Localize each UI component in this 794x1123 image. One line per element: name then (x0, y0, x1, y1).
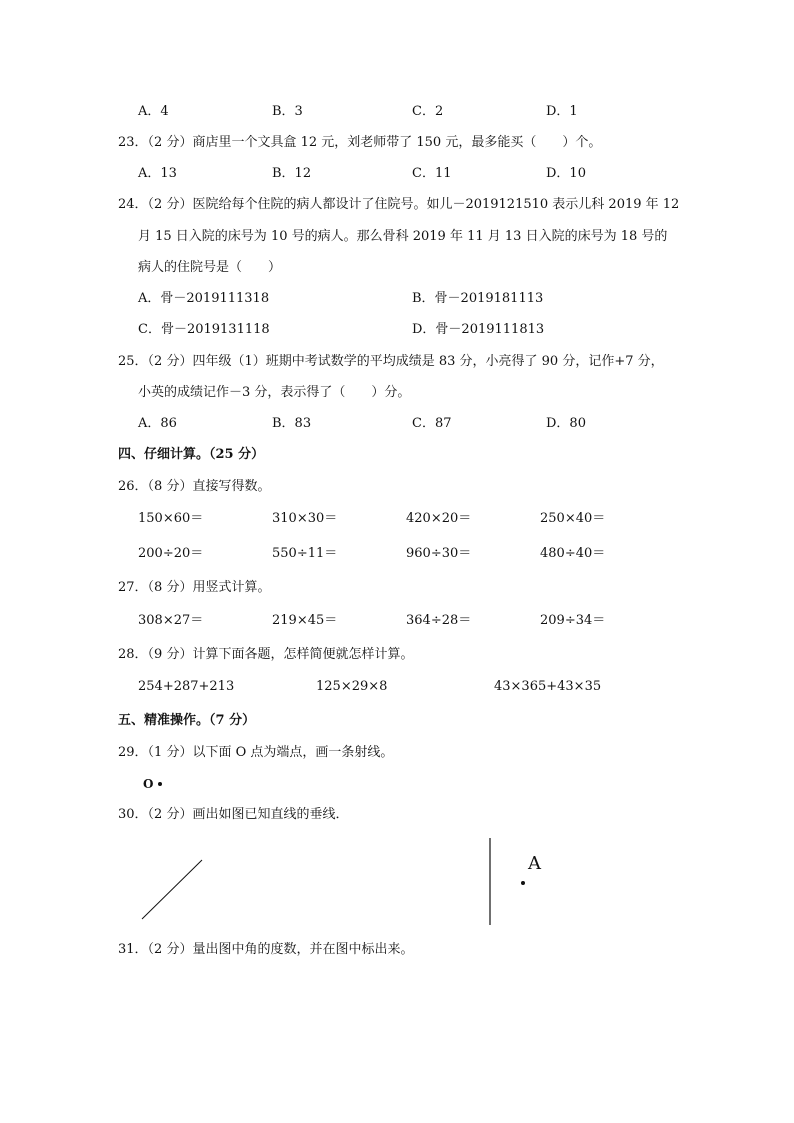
q25-stem-line1: 25．（2 分）四年级（1）班期中考试数学的平均成绩是 83 分，小亮得了 90 分，记作+7 分， (118, 354, 664, 369)
q26-item-7: 960÷30＝ (406, 546, 472, 561)
q26-item-4: 250×40＝ (540, 511, 606, 526)
q24-option-d: D．骨－2019111813 (412, 322, 545, 337)
q26-item-2: 310×30＝ (272, 511, 338, 526)
q27-item-1: 308×27＝ (138, 613, 204, 628)
q30-point-label: A (528, 853, 541, 874)
q27-item-3: 364÷28＝ (406, 613, 472, 628)
q26-stem: 26．（8 分）直接写得数。 (118, 479, 271, 494)
q26-item-6: 550÷11＝ (272, 546, 338, 561)
q23-option-a: A．13 (138, 166, 177, 181)
q30-point-a-dot (521, 881, 525, 885)
q26-item-3: 420×20＝ (406, 511, 472, 526)
q30-oblique-line (142, 860, 202, 919)
q27-item-2: 219×45＝ (272, 613, 338, 628)
q23-option-c: C．11 (412, 166, 452, 181)
q24-option-b: B．骨－2019181113 (412, 291, 544, 306)
q23-stem: 23．（2 分）商店里一个文具盒 12 元，刘老师带了 150 元，最多能买（ ）个。 (118, 135, 602, 150)
q25-option-d: D．80 (546, 416, 586, 431)
q23-option-d: D．10 (546, 166, 586, 181)
q31-stem: 31．（2 分）量出图中角的度数，并在图中标出来。 (118, 942, 414, 957)
q25-option-b: B．83 (272, 416, 312, 431)
q30-stem: 30．（2 分）画出如图已知直线的垂线． (118, 807, 349, 822)
q24-stem-line1: 24．（2 分）医院给每个住院的病人都设计了住院号。如儿－2019121510 表示儿科 2019 年 12 (118, 197, 680, 212)
q24-option-a: A．骨－2019111318 (138, 291, 270, 306)
q29-point-label: O (143, 777, 154, 791)
q24-option-c: C．骨－2019131118 (138, 322, 270, 337)
section-5-heading: 五、精准操作。（7 分） (118, 713, 256, 728)
q24-stem-line2: 月 15 日入院的床号为 10 号的病人。那么骨科 2019 年 11 月 13 日入院的床号为 18 号的 (138, 229, 668, 244)
q22-option-d: D．1 (546, 104, 578, 119)
q26-item-8: 480÷40＝ (540, 546, 606, 561)
q25-option-a: A．86 (138, 416, 177, 431)
q25-stem-line2: 小英的成绩记作－3 分，表示得了（ ）分。 (138, 385, 411, 400)
q26-item-1: 150×60＝ (138, 511, 204, 526)
q26-item-5: 200÷20＝ (138, 546, 204, 561)
q24-stem-line3: 病人的住院号是（ ） (138, 260, 282, 275)
q25-option-c: C．87 (412, 416, 452, 431)
q22-option-a: A．4 (138, 104, 169, 119)
q28-stem: 28．（9 分）计算下面各题，怎样简便就怎样计算。 (118, 647, 414, 662)
q23-option-b: B．12 (272, 166, 312, 181)
q28-item-1: 254+287+213 (138, 679, 235, 694)
q29-stem: 29．（1 分）以下面 O 点为端点，画一条射线。 (118, 745, 394, 760)
q28-item-3: 43×365+43×35 (494, 679, 602, 694)
q28-item-2: 125×29×8 (316, 679, 388, 694)
q22-option-b: B．3 (272, 104, 303, 119)
q27-stem: 27．（8 分）用竖式计算。 (118, 580, 271, 595)
q27-item-4: 209÷34＝ (540, 613, 606, 628)
q22-option-c: C．2 (412, 104, 444, 119)
section-4-heading: 四、仔细计算。（25 分） (118, 447, 265, 462)
